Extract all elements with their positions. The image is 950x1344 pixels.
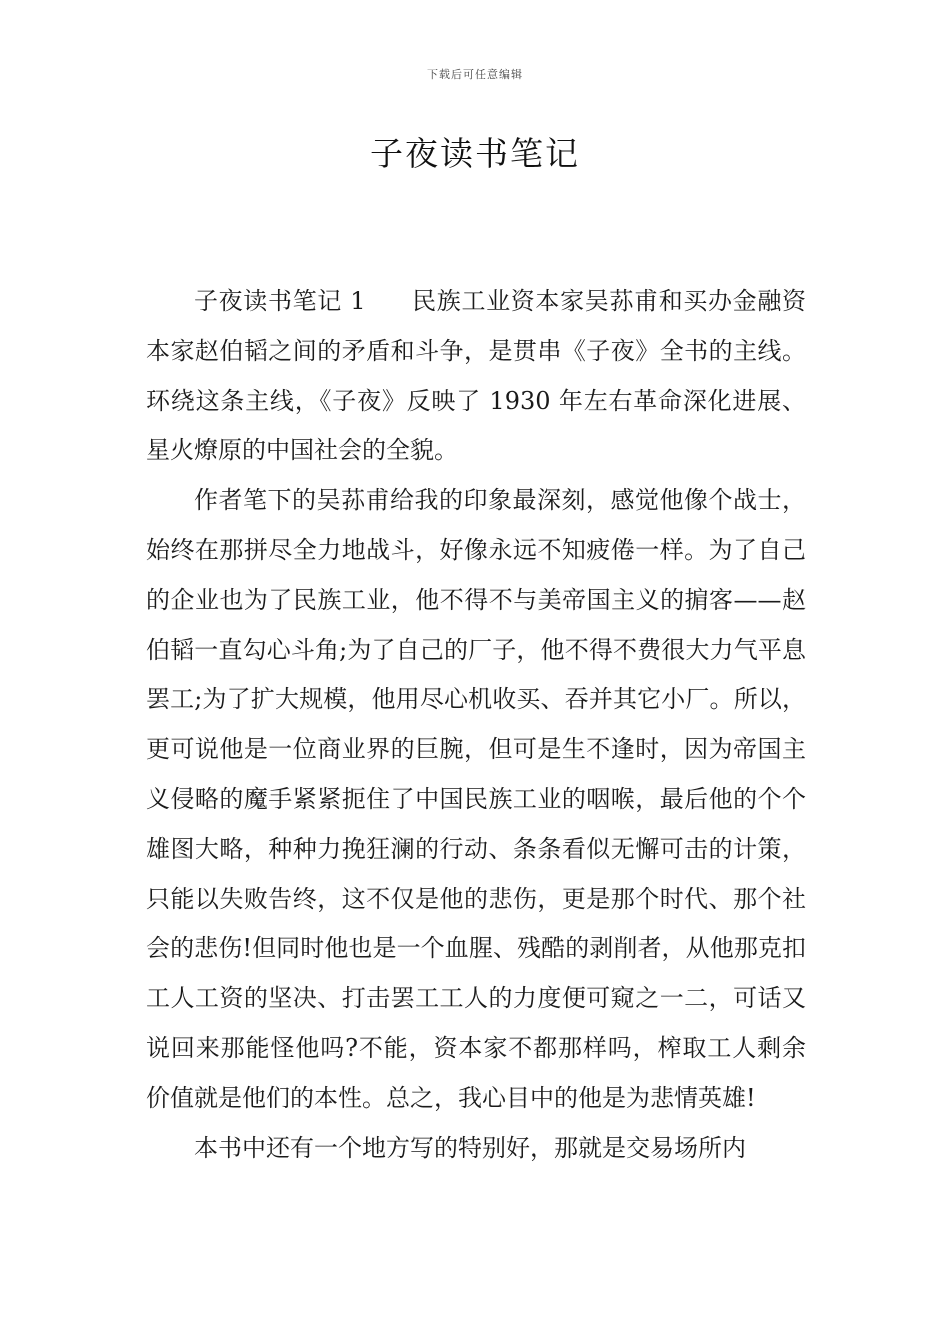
paragraph-1-lead: 子夜读书笔记 1	[194, 287, 366, 315]
document-body	[146, 277, 806, 1173]
paragraph-1-text: 民族工业资本家吴荪甫和买办金融资本家赵伯韬之间的矛盾和斗争，是贯串《子夜》全书的主线。环绕这条主线，《子夜》反映了 1930 年左右革命深化进展、星火燎原的中国社会的全貌。	[146, 287, 806, 465]
page-title: 子夜读书笔记	[370, 134, 580, 173]
header-note: 下载后可任意编辑	[427, 68, 523, 81]
paragraph-2: 作者笔下的吴荪甫给我的印象最深刻，感觉他像个战士，始终在那拼尽全力地战斗，好像永远不知疲倦一样。为了自己的企业也为了民族工业，他不得不与美帝国主义的掮客——赵伯韬一直勾心斗角;为了自己的厂子，他不得不费很大力气平息罢工;为了扩大规模，他用尽心机收买、吞并其它小厂。所以，更可说他是一位商业界的巨腕，但可是生不逢时，因为帝国主义侵略的魔手紧紧扼住了中国民族工业的咽喉，最后他的个个雄图大略，种种力挽狂澜的行动、条条看似无懈可击的计策，只能以失败告终，这不仅是他的悲伤，更是那个时代、那个社会的悲伤!但同时他也是一个血腥、残酷的剥削者，从他那克扣工人工资的坚决、打击罢工工人的力度便可窥之一二，可话又说回来那能怪他吗?不能，资本家不都那样吗，榨取工人剩余价值就是他们的本性。总之，我心目中的他是为悲情英雄!	[146, 486, 806, 1112]
paragraph-1	[146, 277, 806, 476]
paragraph-3: 本书中还有一个地方写的特别好，那就是交易场所内	[194, 1133, 746, 1162]
